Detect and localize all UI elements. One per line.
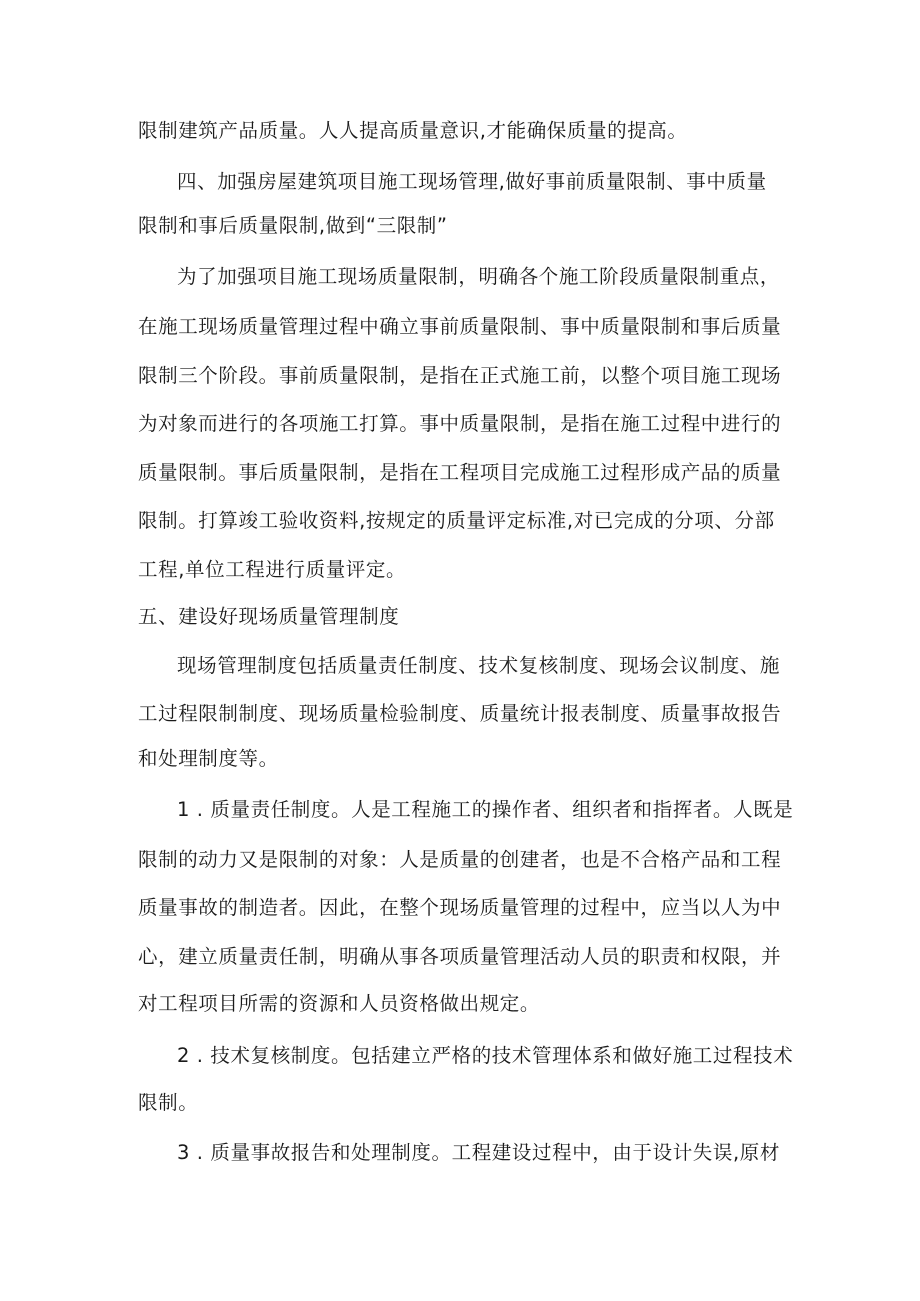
list-item-1: 1 . 质量责任制度。人是工程施工的操作者、组织者和指挥者。人既是 [177,798,794,821]
text-line: 和处理制度等。 [138,747,279,770]
text-line: 工程,单位工程进行质量评定。 [138,558,407,581]
list-item-3: 3 . 质量事故报告和处理制度。工程建设过程中，由于设计失误,原材 [177,1141,781,1164]
text-line: 限制。打算竣工验收资料,按规定的质量评定标准,对已完成的分项、分部 [138,509,775,532]
text-line: 限制的动力又是限制的对象：人是质量的创建者，也是不合格产品和工程 [138,848,782,871]
text-line: 工过程限制制度、现场质量检验制度、质量统计报表制度、质量事故报告 [138,702,782,725]
text-line: 心，建立质量责任制，明确从事各项质量管理活动人员的职责和权限，并 [138,945,782,968]
text-line: 质量限制。事后质量限制，是指在工程项目完成施工过程形成产品的质量 [138,461,782,484]
text-line: 现场管理制度包括质量责任制度、技术复核制度、现场会议制度、施 [177,654,781,677]
text-line: 为对象而进行的各项施工打算。事中质量限制，是指在施工过程中进行的 [138,412,782,435]
text-line: 质量事故的制造者。因此，在整个现场质量管理的过程中，应当以人为中 [138,896,782,919]
section-heading-4: 四、加强房屋建筑项目施工现场管理,做好事前质量限制、事中质量 [177,170,767,193]
list-item-2: 2 . 技术复核制度。包括建立严格的技术管理体系和做好施工过程技术 [177,1044,794,1067]
text-line: 在施工现场质量管理过程中确立事前质量限制、事中质量限制和事后质量 [138,315,782,338]
text-line: 限制三个阶段。事前质量限制，是指在正式施工前，以整个项目施工现场 [138,364,782,387]
section-heading-4-continued: 限制和事后质量限制,做到“三限制” [138,214,448,237]
text-line: 限制。 [138,1091,199,1114]
section-heading-5: 五、建设好现场质量管理制度 [138,605,400,628]
text-line: 对工程项目所需的资源和人员资格做出规定。 [138,992,541,1015]
text-line: 限制建筑产品质量。人人提高质量意识,才能确保质量的提高。 [138,119,688,142]
text-line: 为了加强项目施工现场质量限制，明确各个施工阶段质量限制重点， [177,265,781,288]
